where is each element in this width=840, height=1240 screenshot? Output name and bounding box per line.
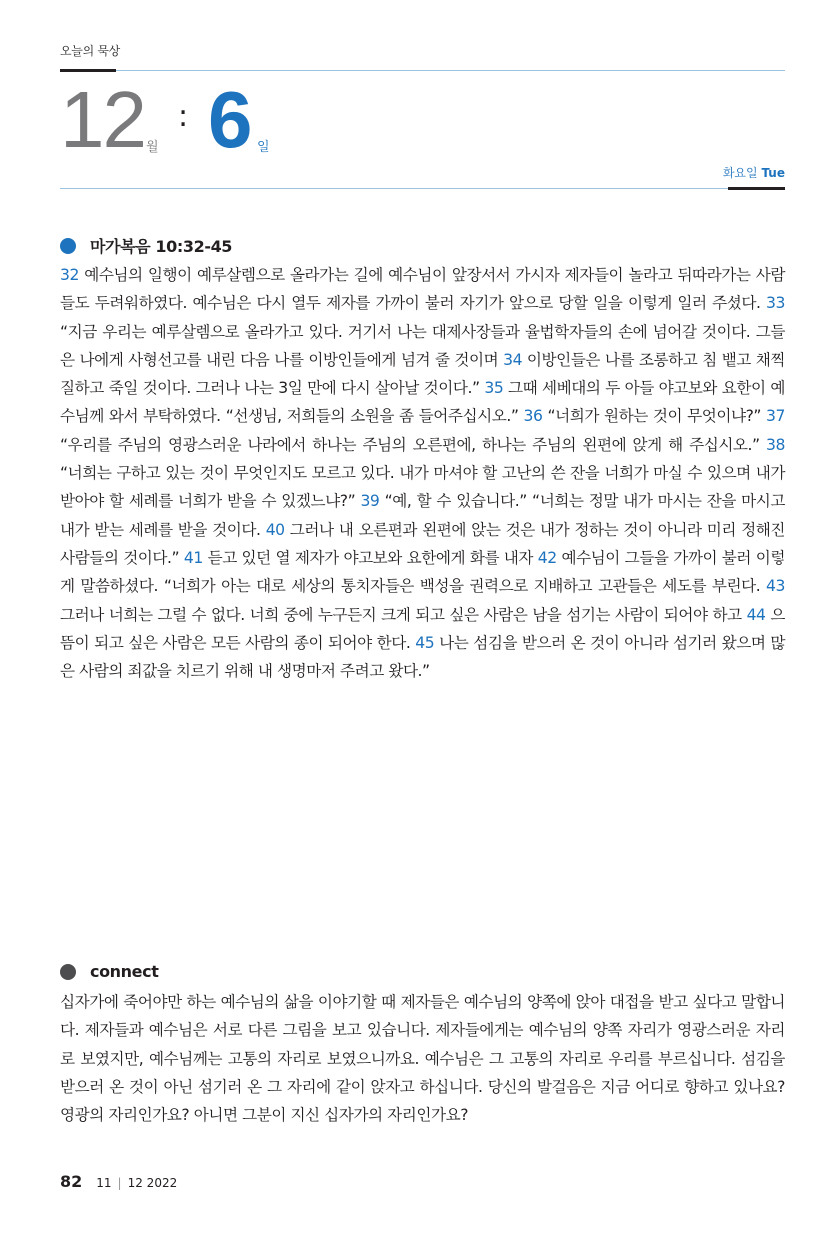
verse-text: 그때 세베대의 두 아들 야고보와 요한이 예수님께 와서 부탁하였다. “선생님, 저희들의 소원을 좀 들어주십시오.” <box>60 379 785 426</box>
verse-number: 35 <box>484 379 504 398</box>
verse-number: 45 <box>415 633 435 652</box>
verse-number: 42 <box>537 548 557 567</box>
verse-number: 39 <box>360 492 380 511</box>
scripture-reference: 마가복음 10:32-45 <box>90 237 233 256</box>
issue-month: 11 <box>96 1176 112 1190</box>
verse-text: 나는 섬김을 받으러 온 것이 아니라 섬기러 왔으며 많은 사람의 죄값을 치르기 위해 내 생명마저 주려고 왔다.” <box>60 633 785 681</box>
verse-number: 34 <box>503 350 523 369</box>
verse-text: “너희가 원하는 것이 무엇이냐?” <box>542 407 767 426</box>
verse-text: 으뜸이 되고 싶은 사람은 모든 사람의 종이 되어야 한다. <box>60 605 786 652</box>
verse-number: 40 <box>265 520 285 539</box>
verse-text: 그러나 너희는 그럴 수 없다. 너희 중에 누구든지 크게 되고 싶은 사람은 남을 섬기는 사람이 되어야 하고 <box>60 605 747 624</box>
verse-text: “예, 할 수 있습니다.” “너희는 정말 내가 마시는 잔을 마시고 내가 받는 세례를 받을 것이다. <box>60 492 785 539</box>
verse-number: 37 <box>766 407 785 426</box>
connect-heading <box>60 962 158 981</box>
date-day: 6 <box>208 75 253 164</box>
verse-text: “지금 우리는 예루살렘으로 올라가고 있다. 거기서 나는 대제사장들과 율법학자들의 손에 넘어갈 것이다. 그들은 나에게 사형선고를 내린 다음 나를 이방인들에게 넘겨 줄 것이며 <box>60 322 785 369</box>
top-divider <box>60 70 785 71</box>
verse-number: 44 <box>746 605 766 624</box>
date-month: 12 <box>60 75 145 164</box>
weekday-label <box>723 164 785 181</box>
issue-label: 12 2022 <box>127 1176 178 1190</box>
verse-number: 33 <box>766 294 785 313</box>
section-label: 오늘의 묵상 <box>60 44 120 58</box>
scripture-passage <box>60 261 785 685</box>
header-divider <box>60 188 785 189</box>
scripture-heading <box>60 234 232 257</box>
date-separator: : <box>178 99 189 134</box>
verse-text: “우리를 주님의 영광스러운 나라에서 하나는 주님의 오른편에, 하나는 주님의 왼편에 앉게 해 주십시오.” <box>60 435 767 454</box>
verse-number: 41 <box>183 548 203 567</box>
verse-number: 43 <box>766 577 785 596</box>
header-divider-accent <box>728 187 785 190</box>
verse-text: 예수님이 그들을 가까이 불러 이렇게 말씀하셨다. “너희가 아는 대로 세상의 통치자들은 백성을 권력으로 지배하고 고관들은 세도를 부린다. <box>60 548 785 596</box>
connect-title: connect <box>90 962 159 981</box>
weekday-korean: 화요일 <box>722 166 758 180</box>
verse-text: 그러나 내 오른편과 왼편에 앉는 것은 내가 정하는 것이 아니라 미리 정해진 사람들의 것이다.” <box>60 520 785 567</box>
verse-text: 듣고 있던 열 제자가 야고보와 요한에게 화를 내자 <box>202 548 538 567</box>
date-month-unit: 월 <box>146 140 159 155</box>
gray-bullet-icon <box>60 964 76 980</box>
verse-number: 32 <box>60 266 79 284</box>
top-divider-accent <box>60 69 116 72</box>
verse-text: 이방인들은 나를 조롱하고 침 뱉고 채찍질하고 죽일 것이다. 그러나 나는 3일 만에 다시 살아날 것이다.” <box>60 350 786 398</box>
verse-text: 예수님의 일행이 예루살렘으로 올라가는 길에 예수님이 앞장서서 가시자 제자들이 놀라고 뒤따라가는 사람들도 두려워하였다. 예수님은 다시 열두 제자를 가까이 불러 자기가 앞으로 당할 일을 이렇게 일러 주셨다. <box>60 266 785 313</box>
weekday-english: Tue <box>761 166 785 180</box>
date-day-unit: 일 <box>257 140 270 155</box>
page-number: 82 <box>60 1172 83 1191</box>
connect-text: 십자가에 죽어야만 하는 예수님의 삶을 이야기할 때 제자들은 예수님의 양쪽에 앉아 대접을 받고 싶다고 말합니다. 제자들과 예수님은 서로 다른 그림을 보고 있습니다. 제자들에게는 예수님의 양쪽 자리가 영광스러운 자리로 보였지만, 예수님께는 고통의 자리로 보였으니까요. 예수님은 그 고통의 자리로 우리를 부르십니다. 섬김을 받으러 온 것이 아닌 섬기러 온 그 자리에 같이 앉자고 하십니다. 당신의 발걸음은 지금 어디로 향하고 있나요? 영광의 자리인가요? 아니면 그분이 지신 십자가의 자리인가요? <box>60 993 785 1125</box>
verse-text: “너희는 구하고 있는 것이 무엇인지도 모르고 있다. 내가 마셔야 할 고난의 쓴 잔을 너희가 마실 수 있으며 내가 받아야 할 세례를 너희가 받을 수 있겠느냐?” <box>60 464 785 511</box>
verse-number: 36 <box>523 407 543 426</box>
page-footer <box>60 1172 177 1191</box>
verse-number: 38 <box>766 435 785 454</box>
issue-info <box>96 1176 177 1190</box>
blue-bullet-icon <box>60 238 76 254</box>
issue-separator: | <box>117 1176 122 1190</box>
